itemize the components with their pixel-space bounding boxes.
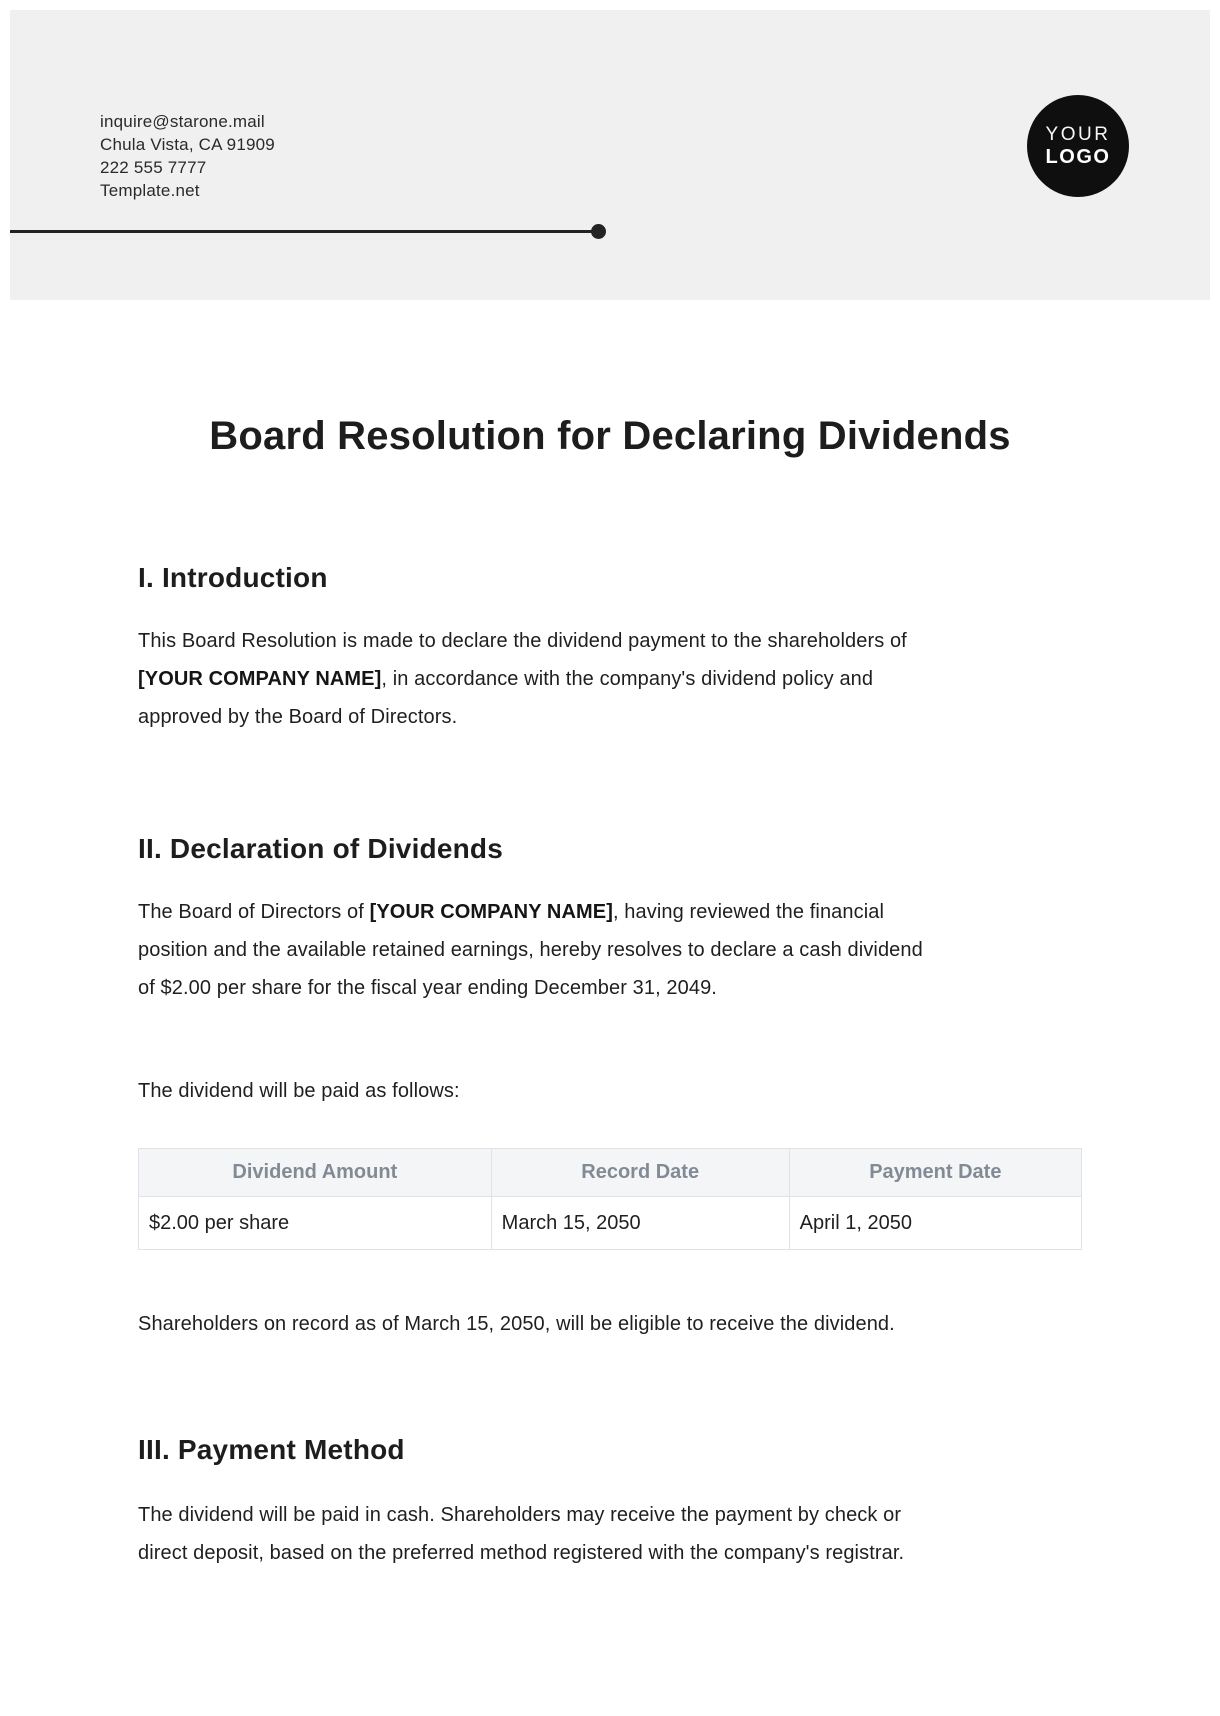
contact-website: Template.net xyxy=(100,181,200,200)
dividend-table-body xyxy=(139,1197,1082,1250)
contact-block xyxy=(100,110,275,202)
logo-text-logo: LOGO xyxy=(1045,145,1111,168)
declaration-paragraph xyxy=(138,893,1082,1007)
introduction-paragraph xyxy=(138,622,1082,736)
dividend-table-head xyxy=(139,1149,1082,1197)
header-divider-line xyxy=(10,230,596,233)
contact-address: Chula Vista, CA 91909 xyxy=(100,135,275,154)
cell-record-date: March 15, 2050 xyxy=(491,1197,789,1250)
contact-phone: 222 555 7777 xyxy=(100,158,207,177)
paragraph-line: The Board of Directors of [YOUR COMPANY NAME], having reviewed the financial xyxy=(138,901,885,923)
column-header-payment-date: Payment Date xyxy=(789,1149,1081,1197)
section-heading-payment-method: III. Payment Method xyxy=(138,1434,405,1465)
section-heading-introduction: I. Introduction xyxy=(138,562,328,593)
contact-email: inquire@starone.mail xyxy=(100,112,265,131)
paragraph-line: This Board Resolution is made to declare the dividend payment to the shareholders of xyxy=(138,630,907,652)
table-header-row xyxy=(139,1149,1082,1197)
header-band xyxy=(10,10,1210,300)
document-title: Board Resolution for Declaring Dividends xyxy=(209,414,1011,458)
shareholders-eligibility-line: Shareholders on record as of March 15, 2050, will be eligible to receive the dividend. xyxy=(138,1313,895,1335)
paragraph-line: direct deposit, based on the preferred method registered with the company's registrar. xyxy=(138,1542,905,1564)
header-divider-dot xyxy=(591,224,606,239)
table-row xyxy=(139,1197,1082,1250)
cell-payment-date: April 1, 2050 xyxy=(789,1197,1081,1250)
paragraph-line: position and the available retained earnings, hereby resolves to declare a cash dividend xyxy=(138,939,923,961)
dividend-table xyxy=(138,1148,1082,1250)
company-logo xyxy=(1027,95,1129,197)
section-heading-declaration: II. Declaration of Dividends xyxy=(138,833,504,864)
document-body xyxy=(138,300,1082,1572)
column-header-dividend-amount: Dividend Amount xyxy=(139,1149,492,1197)
dividend-follows-line: The dividend will be paid as follows: xyxy=(138,1080,460,1102)
paragraph-line: The dividend will be paid in cash. Shareholders may receive the payment by check or xyxy=(138,1504,902,1526)
logo-text-your: YOUR xyxy=(1045,123,1111,145)
cell-dividend-amount: $2.00 per share xyxy=(139,1197,492,1250)
payment-method-paragraph xyxy=(138,1496,1082,1572)
paragraph-line: approved by the Board of Directors. xyxy=(138,706,458,728)
paragraph-line: [YOUR COMPANY NAME], in accordance with the company's dividend policy and xyxy=(138,668,874,690)
paragraph-line: of $2.00 per share for the fiscal year ending December 31, 2049. xyxy=(138,977,717,999)
column-header-record-date: Record Date xyxy=(491,1149,789,1197)
